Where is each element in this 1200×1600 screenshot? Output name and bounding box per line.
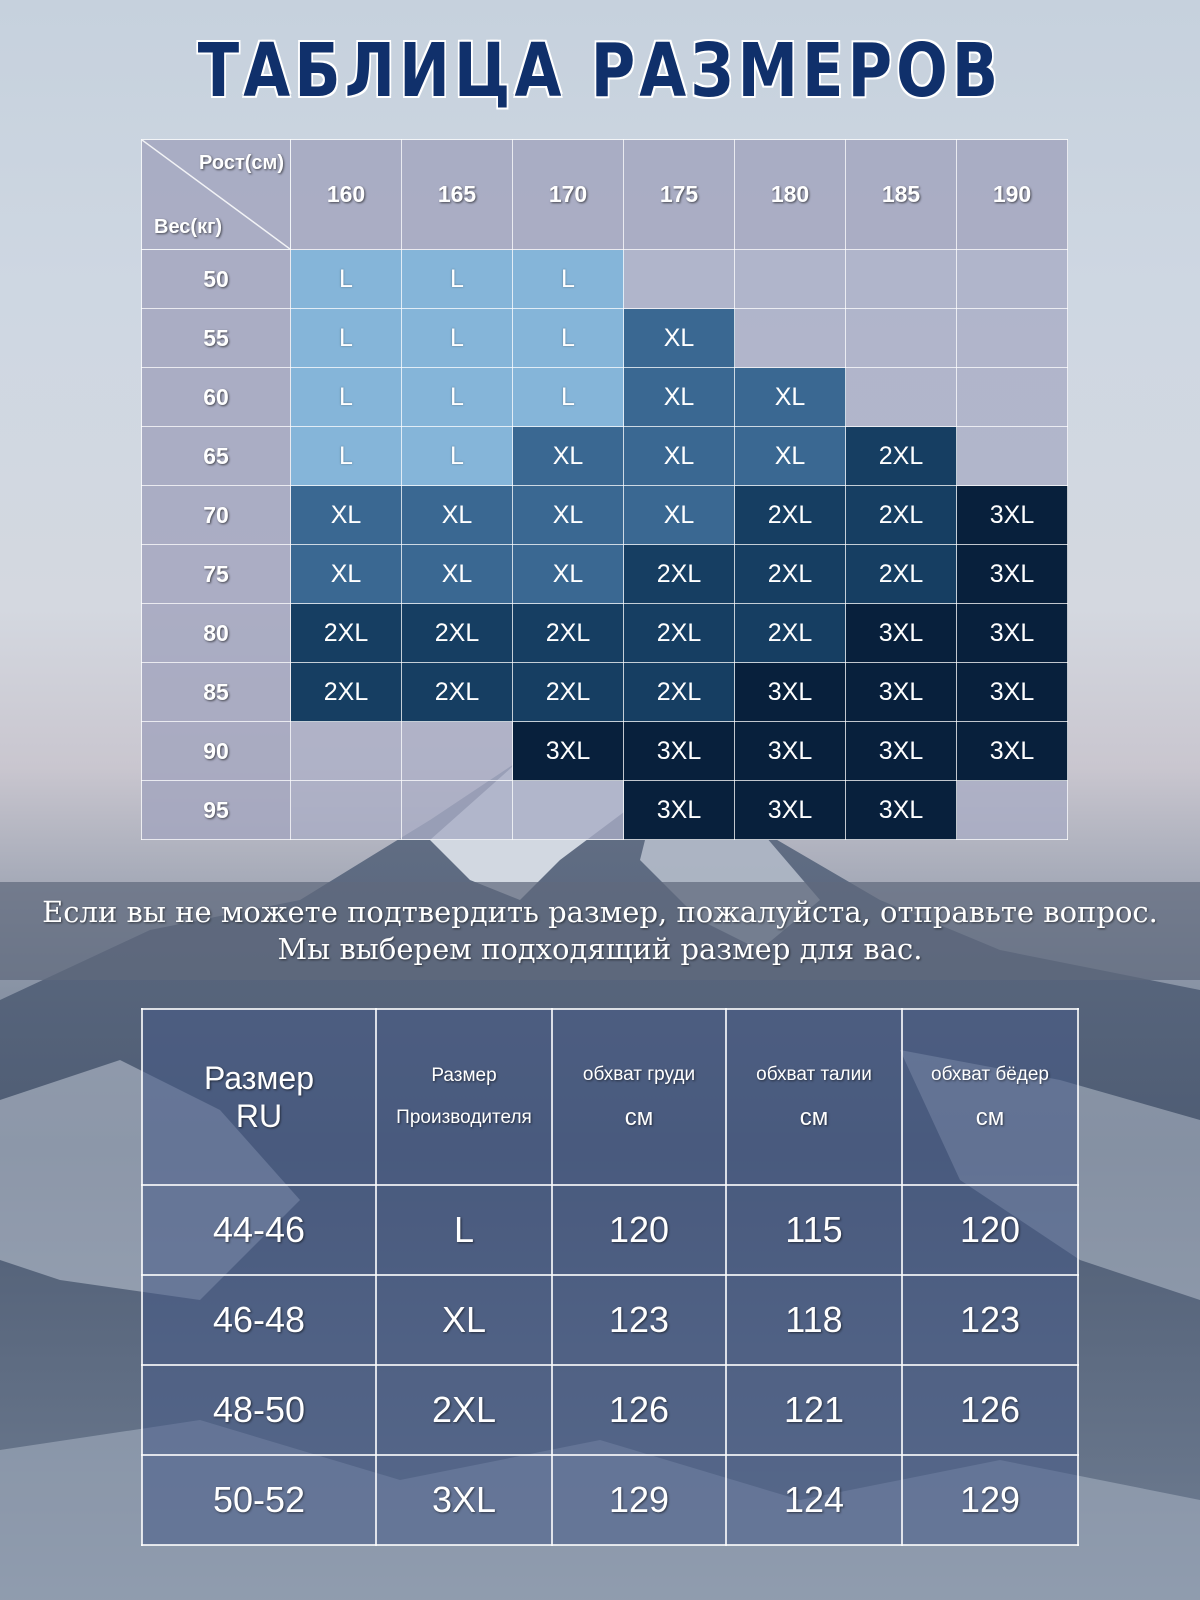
size-cell: L <box>513 250 624 309</box>
size-cell: XL <box>735 368 846 427</box>
hips-cell: 129 <box>902 1455 1078 1545</box>
size-cell: 3XL <box>624 722 735 781</box>
weight-header-90: 90 <box>142 722 291 781</box>
size-cell: 2XL <box>624 545 735 604</box>
size-cell <box>402 722 513 781</box>
height-header-180: 180 <box>735 140 846 250</box>
size-cell <box>846 368 957 427</box>
chest-cell: 120 <box>552 1185 726 1275</box>
weight-header-60: 60 <box>142 368 291 427</box>
size-cell: 2XL <box>846 486 957 545</box>
weight-header-70: 70 <box>142 486 291 545</box>
size-cell: 2XL <box>291 604 402 663</box>
size-cell: XL <box>291 545 402 604</box>
size-cell: 3XL <box>957 486 1068 545</box>
height-header-165: 165 <box>402 140 513 250</box>
waist-cell: 115 <box>726 1185 902 1275</box>
size-cell: 3XL <box>735 663 846 722</box>
size-cell: 3XL <box>735 781 846 840</box>
size-cell: 3XL <box>957 604 1068 663</box>
height-header-185: 185 <box>846 140 957 250</box>
grid-row <box>142 663 1068 722</box>
size-cell: 2XL <box>513 604 624 663</box>
size-cell <box>735 309 846 368</box>
size-cell: L <box>402 250 513 309</box>
table-row <box>142 1365 1078 1455</box>
ru-size-cell: 44-46 <box>142 1185 376 1275</box>
height-axis-label: Рост(см) <box>199 152 284 174</box>
size-cell: L <box>291 368 402 427</box>
size-cell: L <box>513 309 624 368</box>
size-cell <box>957 250 1068 309</box>
size-cell: XL <box>513 545 624 604</box>
waist-cell: 124 <box>726 1455 902 1545</box>
size-cell: 3XL <box>735 722 846 781</box>
ru-size-cell: 48-50 <box>142 1365 376 1455</box>
mfr-size-cell: 3XL <box>376 1455 552 1545</box>
ru-size-cell: 50-52 <box>142 1455 376 1545</box>
header-waist: обхват талии см <box>726 1009 902 1185</box>
size-cell <box>846 250 957 309</box>
grid-row <box>142 545 1068 604</box>
weight-header-50: 50 <box>142 250 291 309</box>
size-cell: L <box>402 368 513 427</box>
mfr-size-cell: 2XL <box>376 1365 552 1455</box>
hips-cell: 126 <box>902 1365 1078 1455</box>
size-cell: 2XL <box>291 663 402 722</box>
size-cell: L <box>291 427 402 486</box>
weight-header-85: 85 <box>142 663 291 722</box>
size-cell <box>513 781 624 840</box>
size-cell: 2XL <box>513 663 624 722</box>
size-cell: 2XL <box>735 486 846 545</box>
size-cell: XL <box>291 486 402 545</box>
size-cell: XL <box>624 486 735 545</box>
size-cell <box>624 250 735 309</box>
size-cell: 3XL <box>846 781 957 840</box>
grid-row <box>142 486 1068 545</box>
page-title: ТАБЛИЦА РАЗМЕРОВ <box>197 28 1003 114</box>
height-header-160: 160 <box>291 140 402 250</box>
chest-cell: 129 <box>552 1455 726 1545</box>
help-banner-line-1: Если вы не можете подтвердить размер, пожалуйста, отправьте вопрос. <box>42 895 1158 929</box>
header-manufacturer-size: Размер Производителя <box>376 1009 552 1185</box>
weight-header-80: 80 <box>142 604 291 663</box>
size-cell <box>957 427 1068 486</box>
size-cell: 3XL <box>846 604 957 663</box>
ru-size-cell: 46-48 <box>142 1275 376 1365</box>
size-cell: 3XL <box>624 781 735 840</box>
size-cell <box>957 781 1068 840</box>
size-cell: L <box>291 250 402 309</box>
grid-row <box>142 427 1068 486</box>
size-cell <box>957 368 1068 427</box>
table-row <box>142 1455 1078 1545</box>
hips-cell: 123 <box>902 1275 1078 1365</box>
size-cell: 3XL <box>513 722 624 781</box>
height-header-175: 175 <box>624 140 735 250</box>
grid-row <box>142 368 1068 427</box>
weight-header-75: 75 <box>142 545 291 604</box>
size-cell <box>402 781 513 840</box>
table-row <box>142 1275 1078 1365</box>
size-cell: 2XL <box>402 663 513 722</box>
size-cell: 3XL <box>846 722 957 781</box>
size-cell: 2XL <box>624 604 735 663</box>
size-cell: 2XL <box>846 545 957 604</box>
size-cell: XL <box>402 486 513 545</box>
height-header-190: 190 <box>957 140 1068 250</box>
size-cell: XL <box>735 427 846 486</box>
size-cell <box>291 781 402 840</box>
size-cell: XL <box>624 427 735 486</box>
waist-cell: 121 <box>726 1365 902 1455</box>
grid-row <box>142 781 1068 840</box>
grid-row <box>142 309 1068 368</box>
mfr-size-cell: XL <box>376 1275 552 1365</box>
weight-axis-label: Вес(кг) <box>154 216 223 238</box>
weight-header-55: 55 <box>142 309 291 368</box>
measurements-table <box>141 1008 1079 1546</box>
size-cell: 3XL <box>957 663 1068 722</box>
grid-row <box>142 722 1068 781</box>
chest-cell: 123 <box>552 1275 726 1365</box>
grid-corner-cell <box>142 140 291 250</box>
size-cell: XL <box>513 427 624 486</box>
header-hips: обхват бёдер см <box>902 1009 1078 1185</box>
help-banner <box>0 882 1200 980</box>
chest-cell: 126 <box>552 1365 726 1455</box>
size-cell: 3XL <box>846 663 957 722</box>
size-cell: 2XL <box>846 427 957 486</box>
mfr-size-cell: L <box>376 1185 552 1275</box>
hips-cell: 120 <box>902 1185 1078 1275</box>
size-cell <box>291 722 402 781</box>
help-banner-line-2: Мы выберем подходящий размер для вас. <box>277 932 923 966</box>
size-cell <box>735 250 846 309</box>
size-cell <box>846 309 957 368</box>
size-cell: 2XL <box>735 545 846 604</box>
size-cell: 2XL <box>735 604 846 663</box>
size-cell: L <box>402 427 513 486</box>
table-row <box>142 1185 1078 1275</box>
size-cell: L <box>291 309 402 368</box>
weight-header-95: 95 <box>142 781 291 840</box>
size-cell: XL <box>624 309 735 368</box>
size-cell: XL <box>624 368 735 427</box>
height-header-170: 170 <box>513 140 624 250</box>
size-cell: L <box>513 368 624 427</box>
size-cell: 3XL <box>957 722 1068 781</box>
size-cell: 3XL <box>957 545 1068 604</box>
grid-row <box>142 604 1068 663</box>
size-cell: XL <box>513 486 624 545</box>
weight-header-65: 65 <box>142 427 291 486</box>
header-chest: обхват груди см <box>552 1009 726 1185</box>
size-cell <box>957 309 1068 368</box>
header-ru-size: Размер RU <box>142 1009 376 1185</box>
waist-cell: 118 <box>726 1275 902 1365</box>
grid-row <box>142 250 1068 309</box>
size-cell: XL <box>402 545 513 604</box>
height-weight-size-grid <box>141 139 1068 840</box>
size-cell: L <box>402 309 513 368</box>
size-cell: 2XL <box>624 663 735 722</box>
size-cell: 2XL <box>402 604 513 663</box>
